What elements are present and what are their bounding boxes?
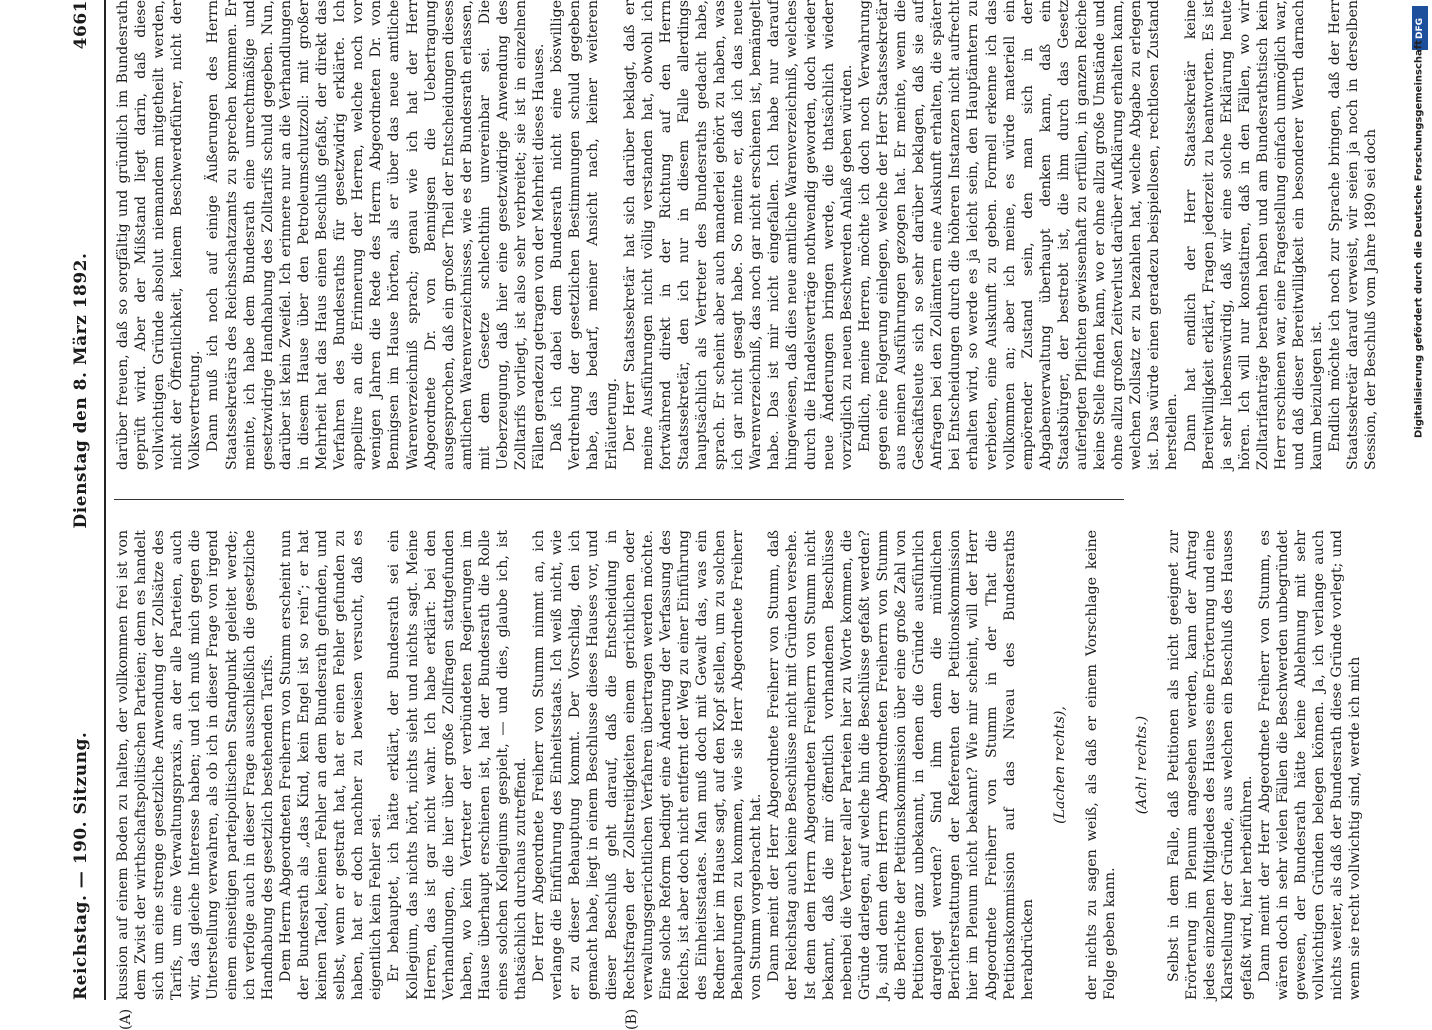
page-header (64, 0, 98, 1000)
interjection: (Lachen rechts), (1051, 706, 1068, 824)
paragraph: Dann meint der Herr Abgeordnete Freiherr von Stumm, daß der Reichstag auch keine Beschlüsse nicht mit Gründen versehe. Ist denn dem Herrn Abgeordneten Freiherrn von Stumm nicht bekannt, daß die mir öffentlich vorhandenen Beschlüsse nebenbei die Vertreter aller Parteien hier zu Worte kommen, die Gründe darlegen, auf welche hin die Beschlüsse gefaßt werden? Ja, sind denn dem Herrn Abgeordneten Freiherrn von Stumm die Berichte der Petitionskommission über eine große Zahl von Petitionen ganz unbekannt, in denen die Gründe ausführlich dargelegt werden? Sind ihm denn die mündlichen Berichterstattungen der Referenten der Petitionskommission hier im Plenum nicht bekannt? Wie mir scheint, will der Herr Abgeordnete Freiherr von Stumm in der That die Petitionskommission auf das Niveau des Bundesraths herabdrücken (766, 530, 1036, 1000)
rotated-page-content (64, 0, 1380, 1030)
paragraph: Endlich, meine Herren, möchte ich doch noch Verwahrung gegen eine Folgerung einlegen, welche der Herr Staatssekretär aus meinen Ausführungen gezogen hat. Er meinte, wenn die Geschäftsleute sich so sehr darüber beklagen, daß sie auf Anfragen bei den Zollämtern eine Auskunft erhalten, die später bei Entscheidungen durch die höheren Instanzen nicht aufrecht erhalten wird, so werde es ja leicht sein, den Hauptämtern zu verbieten, eine Auskunft zu geben. Formell erkenne ich das vollkommen an; aber ich meine, es würde materiell ein empörender Zustand sein, den man sich in der Abgabenverwaltung überhaupt denken kann, daß ein Staatsbürger, der bestrebt ist, die ihm durch das Gesetz auferlegten Pflichten gewissenhaft zu erfüllen, in ganzen Reiche keine Stelle finden kann, wo er ohne allzu große Umstände und ohne allzu großen Zeitverlust darüber Aufklärung erhalten kann, welchen Zollsatz er zu bezahlen hat, welche Abgabe zu erlegen ist. Das würde einen geradezu beispiellosen, rechtlosen Zustand herstellen. (856, 0, 1181, 470)
left-column (114, 530, 1364, 1000)
paragraph: Daß ich dabei dem Bundesrath nicht eine böswillige Verdrehung der gesetzlichen Bestimmungen schuld gegeben habe, das bedarf, meiner Ansicht nach, keiner weiteren Erläuterung. (549, 0, 620, 470)
paragraph: Endlich möchte ich noch zur Sprache bringen, daß der Herr Staatssekretär darauf verweist, wir seien ja noch in derselben Session, der Beschluß vom Jahre 1890 sei doch (1327, 0, 1380, 470)
paragraph: Dem Herrn Abgeordneten Freiherrn von Stumm erscheint nun der Bundesrath als „das Kind, kein Engel ist so rein“; er hat keinen Tadel, keinen Fehler an dem Bundesrath gefunden, und selbst, wenn er gestraft hat, hat er einen Fehler gefunden zu haben, hat er doch nachher zu beweisen versucht, daß es eigentlich kein Fehler sei. (277, 530, 385, 1000)
paragraph: darüber freuen, daß so sorgfältig und gründlich im Bundesrath geprüft wird. Aber der Mißstand liegt darin, daß diese vollwichtigen Gründe absolut niemandem mitgetheilt werden, nicht der Öffentlichkeit, keinem Beschwerdeführer, nicht der Volksvertretung. (115, 0, 204, 470)
column-divider (114, 499, 1124, 500)
header-page-number: 4661 (71, 0, 91, 50)
paragraph: Der Herr Staatssekretär hat sich darüber beklagt, daß er meine Ausführungen nicht völlig verstanden hat, obwohl ich fortwährend direkt in der Richtung auf den Herrn Staatssekretär, den ich nur in diesem Falle allerdings hauptsächlich als Vertreter des Bundesraths gedacht habe, sprach. Er scheint aber auch manderlei gehört zu haben, was ich gar nicht gesagt habe. So meinte er, daß ich das neue Warenverzeichniß, das noch gar nicht erschienen ist, bemängelt habe. Das ist mir nicht eingefallen. Ich habe nur darauf hingewiesen, daß dies neue amtliche Warenverzeichniß, welches durch die Handelsverträge nothwendig geworden, doch wieder neue Änderungen bringen werde, die thatsächlich wieder vorzüglich zu neuen Beschwerden Anlaß geben würden. (621, 0, 855, 470)
paragraph: Er behauptet, ich hätte erklärt, der Bundesrath sei ein Kollegium, das nichts hört, nichts sieht und nichts sagt. Meine Herren, das ist gar nicht wahr. Ich habe erklärt: bei den Verhandlungen, die hier über große Zollfragen stattgefunden haben, wo kein Vertreter der verbündeten Regierungen im Hause überhaupt erschienen ist, hat der Bundesrath die Rolle eines solchen Kollegiums gespielt, — und dies, glaube ich, ist thatsächlich durchaus zutreffend. (386, 530, 530, 1000)
paragraph: Dann hat endlich der Herr Staatssekretär keine Bereitwilligkeit erklärt, Fragen jederzeit zu beantworten. Es ist ja sehr liebenswürdig, daß wir eine solche Erklärung heute hören. Ich will nur konstatiren, daß in den Fällen, wo wir Zolltarifanträge berathen haben und am Bundesrathstisch kein Herr erschienen war, eine Fragestellung einfach unmöglich war, und daß dieser Bereitwilligkeit ein besonderer Werth darnach kaum beizulegen ist. (1182, 0, 1326, 470)
dfg-logo: DFG (1412, 6, 1428, 50)
digitization-sidebar (1402, 0, 1432, 1000)
paragraph: Selbst in dem Falle, daß Petitionen als nicht geeignet zur Erörterung im Plenum angesehen werden, kann der Antrag jedes einzelnen Mitgliedes des Hauses eine Erörterung und eine Klarstellung der Gründe, aus welchen ein Beschluß des Hauses gefaßt wird, hier herbeiführen. (1166, 530, 1255, 1000)
header-left-title: Reichstag. — 190. Sitzung. (71, 731, 91, 1000)
paragraph: Dann meint der Herr Abgeordnete Freiherr von Stumm, es wären doch in sehr vielen Fällen die Beschwerden unbegründet gewesen, der Bundesrath hätte keine Ablehnung mit sehr vollwichtigen Gründen belegen können. Ja, ich verlange auch nichts weiter, als daß der Bundesrath diese Gründe vorlegt; und wenn sie recht vollwichtig sind, werde ich mich (1256, 530, 1364, 1000)
margin-marker-b: (B) (624, 1008, 640, 1030)
right-column (114, 0, 1380, 470)
paragraph: Dann muß ich noch auf einige Äußerungen des Herrn Staatssekretärs des Reichsschatzamts zu sprechen kommen. Er meinte, ich habe dem Bundesrath eine unrechtmäßige und gesetzwidrige Handhabung des Zolltarifs schuld gegeben. Nun, darüber ist kein Zweifel. Ich erinnere nur an die Verhandlungen in diesem Hause über den Petroleumschutzzoll: mit großer Mehrheit hat das Haus einen Beschluß gefaßt, der direkt das Verfahren des Bundesraths für gesetzwidrig erklärte. Ich appellire an die Erinnerung der Herren, welche noch vor wenigen Jahren die Rede des Herrn Abgeordneten Dr. von Bennigsen im Hause hörten, als er über das neue amtliche Warenverzeichniß sprach; genau wie ich hat der Herr Abgeordnete Dr. von Bennigsen die Uebertragung ausgesprochen, daß ein großer Theil der Entscheidungen dieses amtlichen Warenverzeichnisses, wie es der Bundesrath erlassen, mit dem Gesetze schlechthin unvereinbar sei. Die Ueberzeugung, daß hier eine gesetzwidrige Anwendung des Zolltarifs vorliegt, ist also sehr verbreitet; sie ist in einzelnen Fällen geradezu getragen von der Mehrheit dieses Hauses. (205, 0, 548, 470)
paragraph: der nichts zu sagen weiß, als daß er einem Vorschlage keine Folge geben kann. (1083, 530, 1118, 1000)
margin-marker-a: (A) (118, 1008, 134, 1030)
header-date: Dienstag den 8. März 1892. (71, 252, 91, 529)
paragraph: kussion auf einem Boden zu halten, der vollkommen frei ist von dem Zwist der wirthschaftspolitischen Parteien; denn es handelt sich um eine strenge gesetzliche Anwendung der Zollsätze des Tarifs, um eine Verwaltungspraxis, an der alle Parteien, auch wir, das gleiche Interesse haben; und ich muß mich gegen die Unterstellung verwahren, als ob ich in dieser Frage von irgend einem einseitigen parteipolitischen Standpunkt geleitet werde; ich verfolge auch in dieser Frage ausschließlich die gesetzliche Handhabung des gesetzlich bestehenden Tarifs. (115, 530, 276, 1000)
digitization-credit: Digitalisierung gefördert durch die Deutsche Forschungsgemeinschaft (1413, 40, 1425, 438)
interjection: (Ach! rechts.) (1134, 715, 1151, 815)
header-rule (104, 0, 106, 1000)
paragraph: Der Herr Abgeordnete Freiherr von Stumm nimmt an, ich verlange die Einführung des Einheitsstaats. Ich weiß nicht, wie er zu dieser Behauptung kommt. Der Vorschlag, den ich gemacht habe, liegt in einem Beschlusse dieses Hauses vor, und dieser Beschluß geht darauf, daß die Entscheidung in Rechtsfragen der Zollstreitigkeiten einem gerichtlichen oder verwaltungsgerichtlichen Verfahren übertragen werden möchte. Eine solche Reform bedingt eine Änderung der Verfassung des Reichs, ist aber doch nicht entfernt der Weg zu einer Einführung des Einheitsstaates. Man muß doch mit Gewalt das, was ein Redner hier im Hause sagt, auf den Kopf stellen, um zu solchen Behauptungen zu kommen, wie sie Herr Abgeordnete Freiherr von Stumm vorgebracht hat. (531, 530, 765, 1000)
